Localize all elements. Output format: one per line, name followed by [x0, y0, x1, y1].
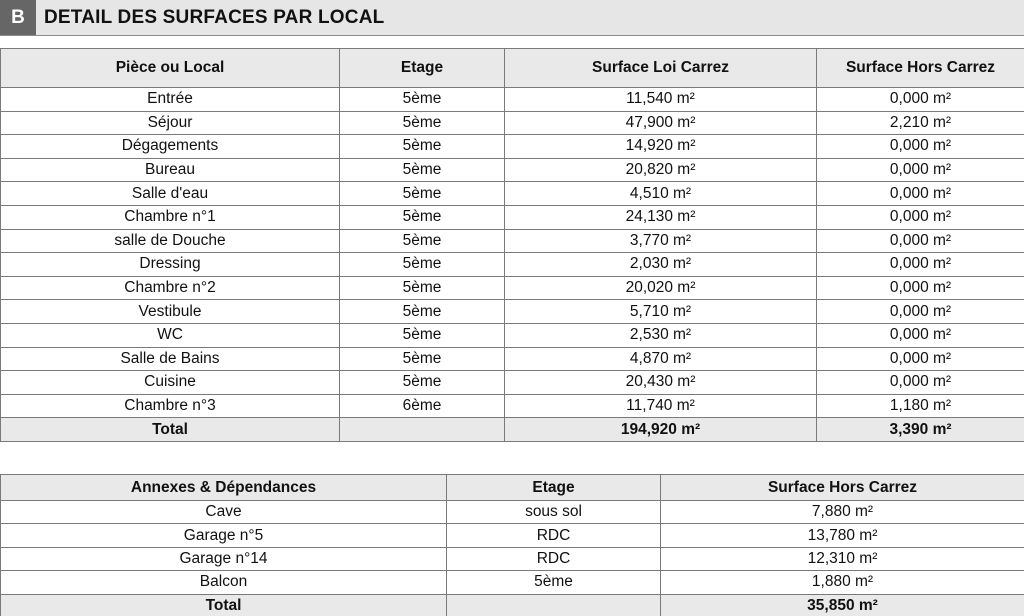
table-row: [1, 253, 1024, 277]
hors-carrez-surface-cell: 7,880 m²: [661, 501, 1024, 524]
annex-name-cell: Garage n°14: [1, 547, 447, 570]
total-annex-name-cell: Total: [1, 594, 447, 616]
floor-cell: 5ème: [340, 158, 505, 182]
annex-name-cell: Cave: [1, 501, 447, 524]
carrez-surface-cell: 20,820 m²: [505, 158, 817, 182]
hors-carrez-surface-cell: 12,310 m²: [661, 547, 1024, 570]
total-hors-carrez-surface-cell: 35,850 m²: [661, 594, 1024, 616]
hors-carrez-surface-cell: 0,000 m²: [817, 347, 1024, 371]
hors-carrez-surface-cell: 1,880 m²: [661, 571, 1024, 594]
annexes-surface-table: [0, 474, 1024, 616]
hors-carrez-surface-cell: 0,000 m²: [817, 158, 1024, 182]
floor-cell: 5ème: [340, 323, 505, 347]
floor-cell: 5ème: [340, 300, 505, 324]
table-row: [1, 371, 1024, 395]
floor-cell: 5ème: [340, 229, 505, 253]
rooms-table-body: [1, 88, 1024, 442]
column-header-annex: Annexes & Dépendances: [1, 475, 447, 501]
room-name-cell: Séjour: [1, 111, 340, 135]
hors-carrez-surface-cell: 0,000 m²: [817, 88, 1024, 112]
annex-name-cell: Garage n°5: [1, 524, 447, 547]
hors-carrez-surface-cell: 0,000 m²: [817, 300, 1024, 324]
room-name-cell: Chambre n°1: [1, 205, 340, 229]
total-carrez-surface-cell: 194,920 m²: [505, 418, 817, 442]
floor-cell: 6ème: [340, 394, 505, 418]
carrez-surface-cell: 47,900 m²: [505, 111, 817, 135]
floor-cell: 5ème: [340, 371, 505, 395]
room-name-cell: Chambre n°2: [1, 276, 340, 300]
table-row: [1, 347, 1024, 371]
carrez-surface-cell: 5,710 m²: [505, 300, 817, 324]
table-row: [1, 135, 1024, 159]
table-row: [1, 276, 1024, 300]
floor-cell: 5ème: [340, 347, 505, 371]
room-name-cell: Entrée: [1, 88, 340, 112]
table-row: [1, 158, 1024, 182]
room-name-cell: WC: [1, 323, 340, 347]
carrez-surface-cell: 4,870 m²: [505, 347, 817, 371]
column-header-room: Pièce ou Local: [1, 49, 340, 88]
annexes-table-body: [1, 501, 1024, 616]
carrez-surface-cell: 3,770 m²: [505, 229, 817, 253]
total-row: [1, 594, 1024, 616]
table-row: [1, 394, 1024, 418]
carrez-surface-cell: 24,130 m²: [505, 205, 817, 229]
carrez-surface-cell: 2,530 m²: [505, 323, 817, 347]
column-header-floor: Etage: [447, 475, 661, 501]
room-name-cell: Chambre n°3: [1, 394, 340, 418]
table-row: [1, 547, 1024, 570]
floor-cell: RDC: [447, 524, 661, 547]
table-row: [1, 111, 1024, 135]
floor-cell: 5ème: [340, 182, 505, 206]
room-name-cell: Salle d'eau: [1, 182, 340, 206]
floor-cell: 5ème: [447, 571, 661, 594]
hors-carrez-surface-cell: 0,000 m²: [817, 371, 1024, 395]
total-floor-cell: [340, 418, 505, 442]
section-header: [0, 0, 1024, 36]
table-row: [1, 323, 1024, 347]
floor-cell: 5ème: [340, 253, 505, 277]
room-name-cell: Dégagements: [1, 135, 340, 159]
room-name-cell: Salle de Bains: [1, 347, 340, 371]
table-header-row: [1, 475, 1024, 501]
floor-cell: 5ème: [340, 88, 505, 112]
table-row: [1, 501, 1024, 524]
floor-cell: 5ème: [340, 111, 505, 135]
hors-carrez-surface-cell: 0,000 m²: [817, 253, 1024, 277]
room-name-cell: Cuisine: [1, 371, 340, 395]
carrez-surface-cell: 11,540 m²: [505, 88, 817, 112]
table-row: [1, 88, 1024, 112]
total-hors-carrez-surface-cell: 3,390 m²: [817, 418, 1024, 442]
table-header-row: [1, 49, 1024, 88]
hors-carrez-surface-cell: 0,000 m²: [817, 135, 1024, 159]
hors-carrez-surface-cell: 0,000 m²: [817, 205, 1024, 229]
table-row: [1, 182, 1024, 206]
annex-name-cell: Balcon: [1, 571, 447, 594]
room-name-cell: Vestibule: [1, 300, 340, 324]
hors-carrez-surface-cell: 13,780 m²: [661, 524, 1024, 547]
table-row: [1, 205, 1024, 229]
room-name-cell: Dressing: [1, 253, 340, 277]
hors-carrez-surface-cell: 1,180 m²: [817, 394, 1024, 418]
column-header-hors-carrez-surface: Surface Hors Carrez: [817, 49, 1024, 88]
section-badge: B: [0, 0, 36, 35]
carrez-surface-cell: 11,740 m²: [505, 394, 817, 418]
carrez-surface-cell: 20,020 m²: [505, 276, 817, 300]
column-header-floor: Etage: [340, 49, 505, 88]
table-row: [1, 524, 1024, 547]
table-row: [1, 571, 1024, 594]
table-row: [1, 300, 1024, 324]
floor-cell: sous sol: [447, 501, 661, 524]
section-title: DETAIL DES SURFACES PAR LOCAL: [44, 7, 385, 28]
rooms-surface-table: [0, 48, 1024, 442]
floor-cell: 5ème: [340, 205, 505, 229]
hors-carrez-surface-cell: 0,000 m²: [817, 323, 1024, 347]
total-room-name-cell: Total: [1, 418, 340, 442]
total-row: [1, 418, 1024, 442]
floor-cell: 5ème: [340, 135, 505, 159]
table-row: [1, 229, 1024, 253]
column-header-carrez-surface: Surface Loi Carrez: [505, 49, 817, 88]
hors-carrez-surface-cell: 2,210 m²: [817, 111, 1024, 135]
carrez-surface-cell: 2,030 m²: [505, 253, 817, 277]
hors-carrez-surface-cell: 0,000 m²: [817, 276, 1024, 300]
carrez-surface-cell: 14,920 m²: [505, 135, 817, 159]
column-header-hors-carrez-surface: Surface Hors Carrez: [661, 475, 1024, 501]
carrez-surface-cell: 4,510 m²: [505, 182, 817, 206]
room-name-cell: salle de Douche: [1, 229, 340, 253]
floor-cell: 5ème: [340, 276, 505, 300]
hors-carrez-surface-cell: 0,000 m²: [817, 229, 1024, 253]
hors-carrez-surface-cell: 0,000 m²: [817, 182, 1024, 206]
room-name-cell: Bureau: [1, 158, 340, 182]
floor-cell: RDC: [447, 547, 661, 570]
total-floor-cell: [447, 594, 661, 616]
carrez-surface-cell: 20,430 m²: [505, 371, 817, 395]
